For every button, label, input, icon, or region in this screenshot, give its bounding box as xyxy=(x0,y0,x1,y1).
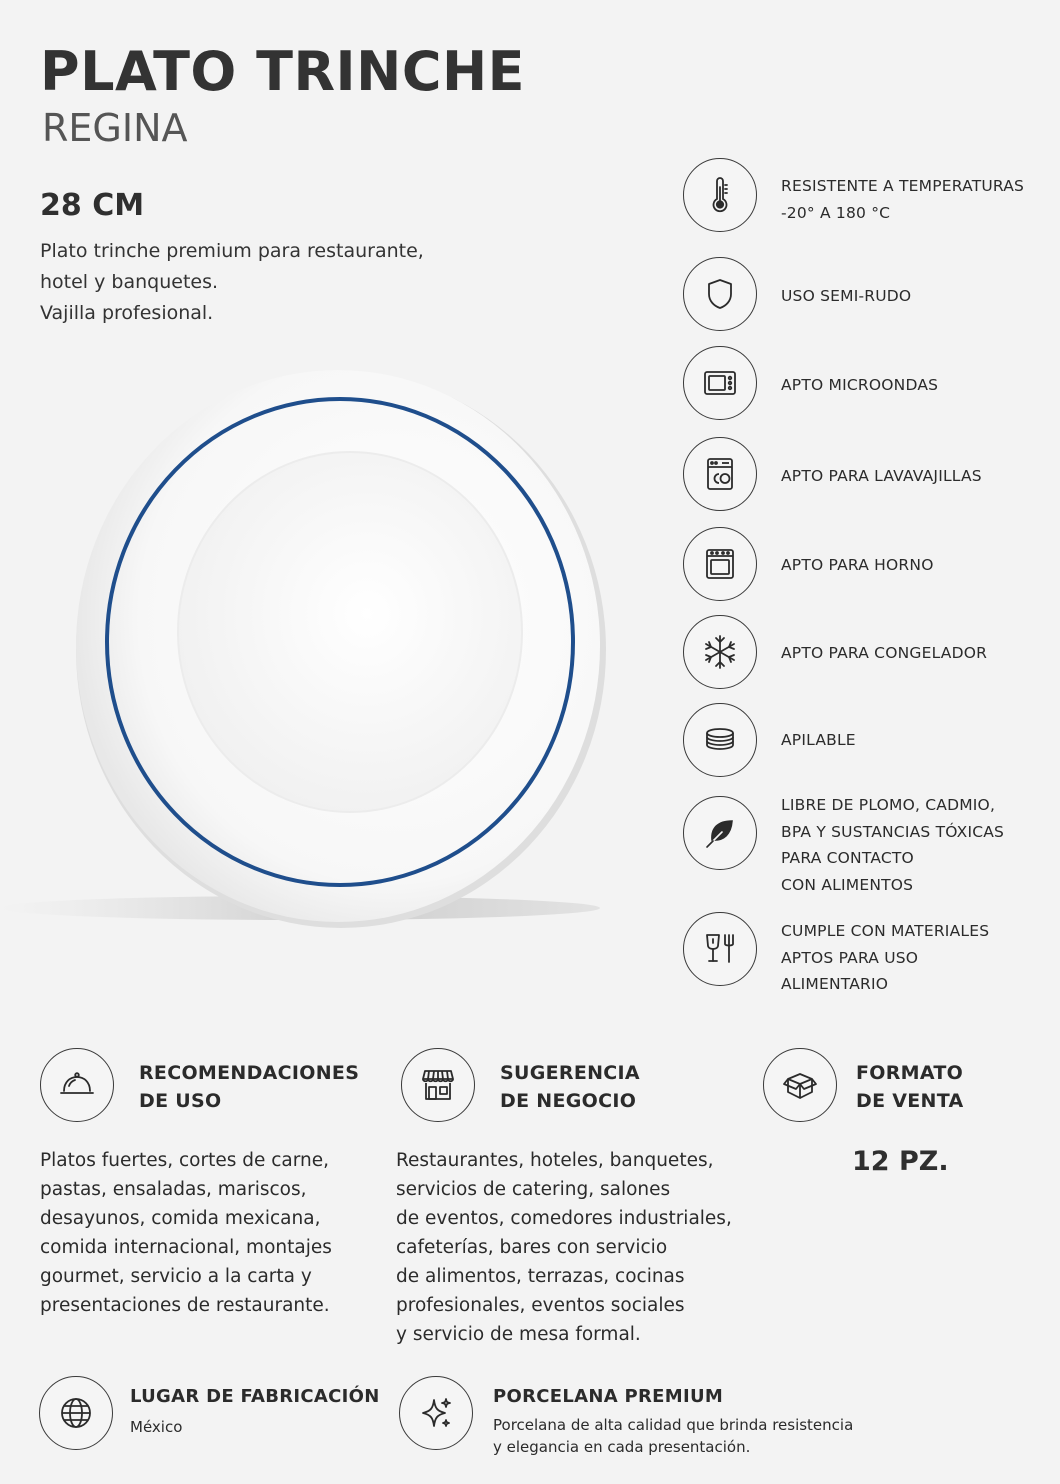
feature-text-line: LIBRE DE PLOMO, CADMIO, xyxy=(781,796,996,814)
product-title: PLATO TRINCHE xyxy=(40,40,526,103)
oven-icon xyxy=(683,527,757,601)
feature-text-line: APTO MICROONDAS xyxy=(781,376,939,394)
glass-fork-icon xyxy=(683,912,757,986)
description-line: Plato trinche premium para restaurante, xyxy=(40,240,424,262)
body-line: de alimentos, terrazas, cocinas xyxy=(396,1266,685,1287)
feature-text-line: PARA CONTACTO xyxy=(781,849,914,867)
snowflake-icon xyxy=(683,615,757,689)
product-description xyxy=(40,236,460,329)
body-line: comida internacional, montajes xyxy=(40,1237,332,1258)
body-line: y elegancia en cada presentación. xyxy=(493,1438,751,1456)
sale-quantity: 12 PZ. xyxy=(852,1146,949,1177)
body-line: desayunos, comida mexicana, xyxy=(40,1208,321,1229)
body-line: Platos fuertes, cortes de carne, xyxy=(40,1150,330,1171)
feature-text-line: USO SEMI-RUDO xyxy=(781,287,912,305)
body-line: pastas, ensaladas, mariscos, xyxy=(40,1179,307,1200)
feature-stackable xyxy=(781,727,1051,754)
feature-text-line: APTO PARA CONGELADOR xyxy=(781,644,988,662)
heading-line: DE USO xyxy=(139,1090,222,1112)
sale-heading xyxy=(856,1059,964,1115)
body-line: de eventos, comedores industriales, xyxy=(396,1208,732,1229)
body-line: México xyxy=(130,1418,183,1436)
feature-oven xyxy=(781,552,1051,579)
material-heading: PORCELANA PREMIUM xyxy=(493,1386,724,1407)
plate-image xyxy=(0,360,640,940)
material-body xyxy=(493,1414,853,1458)
cloche-icon xyxy=(40,1048,114,1122)
feature-text-line: CUMPLE CON MATERIALES xyxy=(781,922,990,940)
heading-line: RECOMENDACIONES xyxy=(139,1062,360,1084)
feature-text-line: APILABLE xyxy=(781,731,856,749)
heading-line: SUGERENCIA xyxy=(500,1062,640,1084)
feature-text-line: APTO PARA HORNO xyxy=(781,556,934,574)
usage-body xyxy=(40,1146,332,1320)
feature-text-line: CON ALIMENTOS xyxy=(781,875,914,894)
microwave-icon xyxy=(683,346,757,420)
stacked-plates-icon xyxy=(683,703,757,777)
sparkle-icon xyxy=(399,1376,473,1450)
globe-icon xyxy=(39,1376,113,1450)
feature-text-line: APTOS PARA USO xyxy=(781,948,919,967)
body-line: servicios de catering, salones xyxy=(396,1179,671,1200)
heading-line: DE NEGOCIO xyxy=(500,1090,637,1112)
heading-line: DE VENTA xyxy=(856,1090,964,1112)
feature-freezer xyxy=(781,640,1051,667)
shield-icon xyxy=(683,257,757,331)
usage-heading xyxy=(139,1059,359,1115)
description-line: Vajilla profesional. xyxy=(40,302,214,324)
feature-text-line: -20° A 180 °C xyxy=(781,203,891,222)
feature-text-line: ALIMENTARIO xyxy=(781,975,889,993)
origin-body xyxy=(130,1416,182,1438)
body-line: profesionales, eventos sociales xyxy=(396,1295,685,1316)
origin-heading: LUGAR DE FABRICACIÓN xyxy=(130,1386,380,1407)
business-body xyxy=(396,1146,732,1349)
leaf-icon xyxy=(683,796,757,870)
thermometer-icon xyxy=(683,158,757,232)
box-icon xyxy=(763,1048,837,1122)
dishwasher-icon xyxy=(683,437,757,511)
feature-text-line: APTO PARA LAVAVAJILLAS xyxy=(781,467,982,485)
body-line: y servicio de mesa formal. xyxy=(396,1324,641,1345)
storefront-icon xyxy=(401,1048,475,1122)
product-line: REGINA xyxy=(42,106,188,150)
product-size: 28 CM xyxy=(40,188,145,223)
feature-dishwasher xyxy=(781,463,1051,490)
feature-food-safe xyxy=(781,918,1051,998)
feature-temperature xyxy=(781,173,1051,226)
feature-microwave xyxy=(781,372,1051,399)
heading-line: FORMATO xyxy=(856,1062,964,1084)
feature-text-line: BPA Y SUSTANCIAS TÓXICAS xyxy=(781,822,1005,841)
feature-text-line: RESISTENTE A TEMPERATURAS xyxy=(781,177,1025,195)
body-line: Restaurantes, hoteles, banquetes, xyxy=(396,1150,714,1171)
body-line: gourmet, servicio a la carta y xyxy=(40,1266,312,1287)
description-line: hotel y banquetes. xyxy=(40,271,219,293)
body-line: cafeterías, bares con servicio xyxy=(396,1237,668,1258)
feature-semi-rudo xyxy=(781,283,1051,310)
business-heading xyxy=(500,1059,640,1115)
feature-lead-free xyxy=(781,792,1051,898)
body-line: presentaciones de restaurante. xyxy=(40,1295,330,1316)
body-line: Porcelana de alta calidad que brinda resistencia xyxy=(493,1416,854,1434)
